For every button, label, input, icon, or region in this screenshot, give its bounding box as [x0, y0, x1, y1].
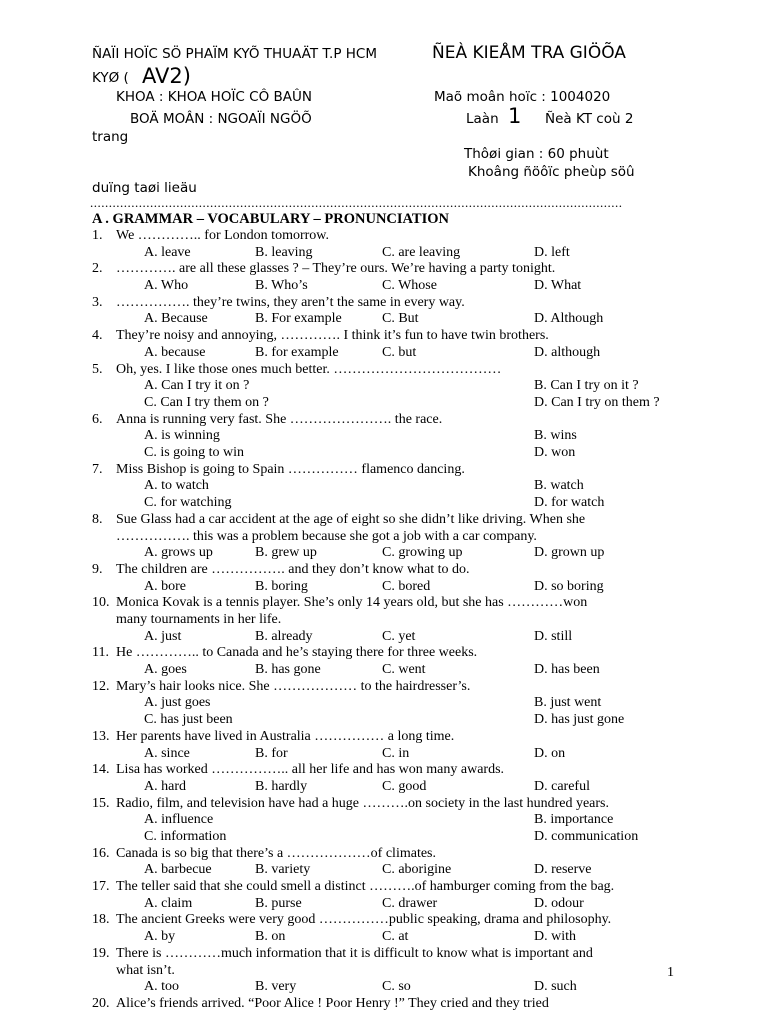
question-item	[92, 228, 692, 261]
options-row	[92, 979, 692, 996]
question-text: Miss Bishop is going to Spain …………… flamenco dancing.	[116, 461, 465, 477]
page-count-unit: trang	[92, 129, 129, 145]
page-number: 1	[667, 965, 674, 980]
answer-option: B. variety	[255, 862, 311, 878]
answer-option: A. grows up	[144, 545, 213, 561]
answer-option: A. leave	[144, 244, 191, 260]
question-item	[92, 362, 692, 412]
answer-option: D. reserve	[534, 862, 592, 878]
options-row	[92, 545, 692, 562]
question-number: 15.	[92, 795, 110, 811]
school-name: ÑAÏI HOÏC SÖ PHAÏM KYÕ THUAÄT T.P HCM	[92, 46, 378, 62]
question-item	[92, 996, 692, 1013]
question-text: He ………….. to Canada and he’s staying there for three weeks.	[116, 645, 478, 661]
question-item	[92, 412, 692, 462]
answer-option: D. left	[534, 244, 570, 260]
question-item	[92, 946, 692, 996]
answer-option: C. went	[382, 662, 426, 678]
answer-option: B. for	[255, 745, 288, 761]
options-row	[92, 929, 692, 946]
options-row	[92, 829, 692, 846]
answer-option: C. Whose	[382, 278, 437, 294]
options-row	[92, 378, 692, 395]
question-text: …………. are all these glasses ? – They’re ours. We’re having a party tonight.	[116, 261, 556, 277]
answer-option: C. so	[382, 979, 411, 995]
answer-option: A. too	[144, 979, 179, 995]
answer-option: B. purse	[255, 895, 302, 911]
question-number: 16.	[92, 845, 110, 861]
answer-option: C. good	[382, 778, 427, 794]
question-number: 12.	[92, 678, 110, 694]
question-number: 1.	[92, 228, 103, 243]
answer-option: B. For example	[255, 311, 342, 327]
answer-option: C. bored	[382, 578, 431, 594]
answer-option: A. bore	[144, 578, 186, 594]
answer-option: A. just goes	[144, 695, 211, 711]
question-number: 2.	[92, 261, 103, 277]
question-item	[92, 512, 692, 562]
question-text: The teller said that she could smell a distinct ……….of hamburger coming from the bag.	[116, 879, 615, 895]
question-number: 10.	[92, 595, 110, 611]
exam-duration: Thôøi gian : 60 phuùt	[464, 146, 609, 162]
answer-option: A. goes	[144, 662, 187, 678]
question-text: We ………….. for London tomorrow.	[116, 228, 329, 243]
question-item	[92, 729, 692, 762]
options-row	[92, 629, 692, 646]
question-item	[92, 796, 692, 846]
answer-option: A. is winning	[144, 428, 220, 444]
answer-option: A. by	[144, 929, 176, 945]
answer-option: C. are leaving	[382, 244, 461, 260]
question-text: Mary’s hair looks nice. She ……………… to the hairdresser’s.	[116, 678, 471, 694]
answer-option: C. yet	[382, 628, 416, 644]
answer-option: A. Because	[144, 311, 208, 327]
answer-option: D. although	[534, 344, 601, 360]
question-item	[92, 879, 692, 912]
question-item	[92, 912, 692, 945]
section-title: A . GRAMMAR – VOCABULARY – PRONUNCIATION	[92, 211, 449, 227]
answer-option: D. won	[534, 445, 576, 461]
options-row	[92, 779, 692, 796]
question-text-continued: many tournaments in her life.	[116, 611, 282, 627]
question-number: 4.	[92, 328, 103, 344]
question-number: 14.	[92, 762, 110, 778]
answer-option: B. Can I try on it ?	[534, 378, 639, 394]
answer-option: A. claim	[144, 895, 193, 911]
question-number: 19.	[92, 945, 110, 961]
answer-option: D. on	[534, 745, 566, 761]
answer-option: C. is going to win	[144, 445, 244, 461]
materials-note-cont: duïng taøi lieäu	[92, 180, 197, 196]
answer-option: B. very	[255, 979, 297, 995]
course-code: Maõ moân hoïc : 1004020	[434, 89, 611, 105]
answer-option: A. hard	[144, 778, 186, 794]
answer-option: C. in	[382, 745, 410, 761]
question-text-continued: what isn’t.	[116, 962, 175, 978]
options-row	[92, 712, 692, 729]
question-item	[92, 595, 692, 645]
answer-option: B. Who’s	[255, 278, 308, 294]
question-text: Her parents have lived in Australia …………… a long time.	[116, 728, 455, 744]
department: BOÄ MOÂN : NGOAÏI NGÖÕ	[130, 111, 312, 127]
answer-option: B. watch	[534, 478, 584, 494]
answer-option: D. with	[534, 929, 576, 945]
question-text: Radio, film, and television have had a huge ……….on society in the last hundred years.	[116, 795, 609, 811]
answer-option: B. importance	[534, 812, 614, 828]
question-item	[92, 645, 692, 678]
question-text: They’re noisy and annoying, …………. I think it’s fun to have twin brothers.	[116, 328, 549, 344]
answer-option: B. for example	[255, 344, 339, 360]
question-number: 20.	[92, 995, 110, 1011]
answer-option: A. because	[144, 344, 206, 360]
answer-option: D. for watch	[534, 495, 605, 511]
answer-option: C. but	[382, 344, 417, 360]
dotted-divider: ..............................................................................................................................................	[90, 195, 623, 210]
options-row	[92, 445, 692, 462]
question-number: 13.	[92, 728, 110, 744]
question-text-continued: ……………. this was a problem because she got a job with a car company.	[116, 528, 537, 544]
subject-code-short: AV2)	[142, 64, 191, 88]
answer-option: C. But	[382, 311, 419, 327]
question-text: There is …………much information that it is difficult to know what is important and	[116, 945, 593, 961]
question-text: The children are ……………. and they don’t know what to do.	[116, 561, 470, 577]
answer-option: B. wins	[534, 428, 577, 444]
question-text: Canada is so big that there’s a ………………of climates.	[116, 845, 436, 861]
options-row	[92, 896, 692, 913]
options-row	[92, 478, 692, 495]
answer-option: C. at	[382, 929, 409, 945]
options-row	[92, 695, 692, 712]
options-row	[92, 278, 692, 295]
answer-option: D. Can I try on them ?	[534, 394, 660, 410]
question-number: 9.	[92, 561, 103, 577]
question-number: 6.	[92, 411, 103, 427]
answer-option: A. barbecue	[144, 862, 212, 878]
answer-option: C. for watching	[144, 495, 232, 511]
answer-option: B. grew up	[255, 545, 317, 561]
answer-option: B. on	[255, 929, 286, 945]
options-row	[92, 862, 692, 879]
answer-option: A. to watch	[144, 478, 209, 494]
answer-option: C. Can I try them on ?	[144, 394, 269, 410]
faculty: KHOA : KHOA HOÏC CÔ BAÛN	[116, 89, 312, 105]
answer-option: D. still	[534, 628, 573, 644]
answer-option: D. What	[534, 278, 582, 294]
question-number: 8.	[92, 511, 103, 527]
question-text: The ancient Greeks were very good ……………public speaking, drama and philosophy.	[116, 912, 612, 928]
options-row	[92, 495, 692, 512]
answer-option: D. such	[534, 979, 577, 995]
answer-option: D. so boring	[534, 578, 604, 594]
question-number: 5.	[92, 361, 103, 377]
question-text: Monica Kovak is a tennis player. She’s only 14 years old, but she has …………won	[116, 595, 588, 611]
options-row	[92, 812, 692, 829]
answer-option: A. since	[144, 745, 190, 761]
question-number: 17.	[92, 879, 110, 895]
answer-option: B. has gone	[255, 662, 321, 678]
answer-option: B. already	[255, 628, 313, 644]
question-text: Anna is running very fast. She …………………. the race.	[116, 411, 443, 427]
answer-option: D. Although	[534, 311, 604, 327]
options-row	[92, 662, 692, 679]
attempt-number: 1	[508, 104, 522, 128]
question-text: Lisa has worked …………….. all her life and has won many awards.	[116, 762, 505, 778]
question-item	[92, 462, 692, 512]
options-row	[92, 579, 692, 596]
answer-option: C. information	[144, 829, 227, 845]
answer-option: A. Can I try it on ?	[144, 378, 250, 394]
answer-option: C. drawer	[382, 895, 438, 911]
answer-option: B. hardly	[255, 778, 308, 794]
question-text: Alice’s friends arrived. “Poor Alice ! Poor Henry !” They cried and they tried	[116, 995, 549, 1011]
answer-option: D. has just gone	[534, 712, 625, 728]
answer-option: A. influence	[144, 812, 214, 828]
question-item	[92, 762, 692, 795]
answer-option: A. just	[144, 628, 182, 644]
question-text: Oh, yes. I like those ones much better. ………………………………	[116, 361, 502, 377]
answer-option: B. leaving	[255, 244, 313, 260]
question-list	[92, 228, 692, 1013]
question-item	[92, 562, 692, 595]
options-row	[92, 395, 692, 412]
answer-option: C. growing up	[382, 545, 463, 561]
page-count: Ñeà KT coù 2	[545, 111, 634, 127]
answer-option: A. Who	[144, 278, 189, 294]
question-item	[92, 679, 692, 729]
question-number: 11.	[92, 645, 109, 661]
options-row	[92, 345, 692, 362]
answer-option: D. careful	[534, 778, 590, 794]
options-row	[92, 245, 692, 262]
question-text: ……………. they’re twins, they aren’t the same in every way.	[116, 294, 465, 310]
answer-option: D. grown up	[534, 545, 605, 561]
answer-option: C. has just been	[144, 712, 233, 728]
options-row	[92, 428, 692, 445]
answer-option: D. odour	[534, 895, 584, 911]
answer-option: D. communication	[534, 829, 639, 845]
materials-note: Khoâng ñöôïc pheùp söû	[468, 164, 635, 180]
question-item	[92, 846, 692, 879]
answer-option: B. just went	[534, 695, 602, 711]
answer-option: D. has been	[534, 662, 600, 678]
options-row	[92, 746, 692, 763]
question-text: Sue Glass had a car accident at the age of eight so she didn’t like driving. When she	[116, 511, 586, 527]
question-item	[92, 261, 692, 294]
options-row	[92, 311, 692, 328]
attempt-label: Laàn	[466, 111, 499, 127]
question-item	[92, 328, 692, 361]
ky-prefix: KYØ (	[92, 70, 129, 86]
question-item	[92, 295, 692, 328]
question-number: 18.	[92, 912, 110, 928]
answer-option: C. aborigine	[382, 862, 452, 878]
question-number: 7.	[92, 461, 103, 477]
exam-title: ÑEÀ KIEÅM TRA GIÖÕA	[432, 43, 626, 63]
answer-option: B. boring	[255, 578, 308, 594]
question-number: 3.	[92, 294, 103, 310]
